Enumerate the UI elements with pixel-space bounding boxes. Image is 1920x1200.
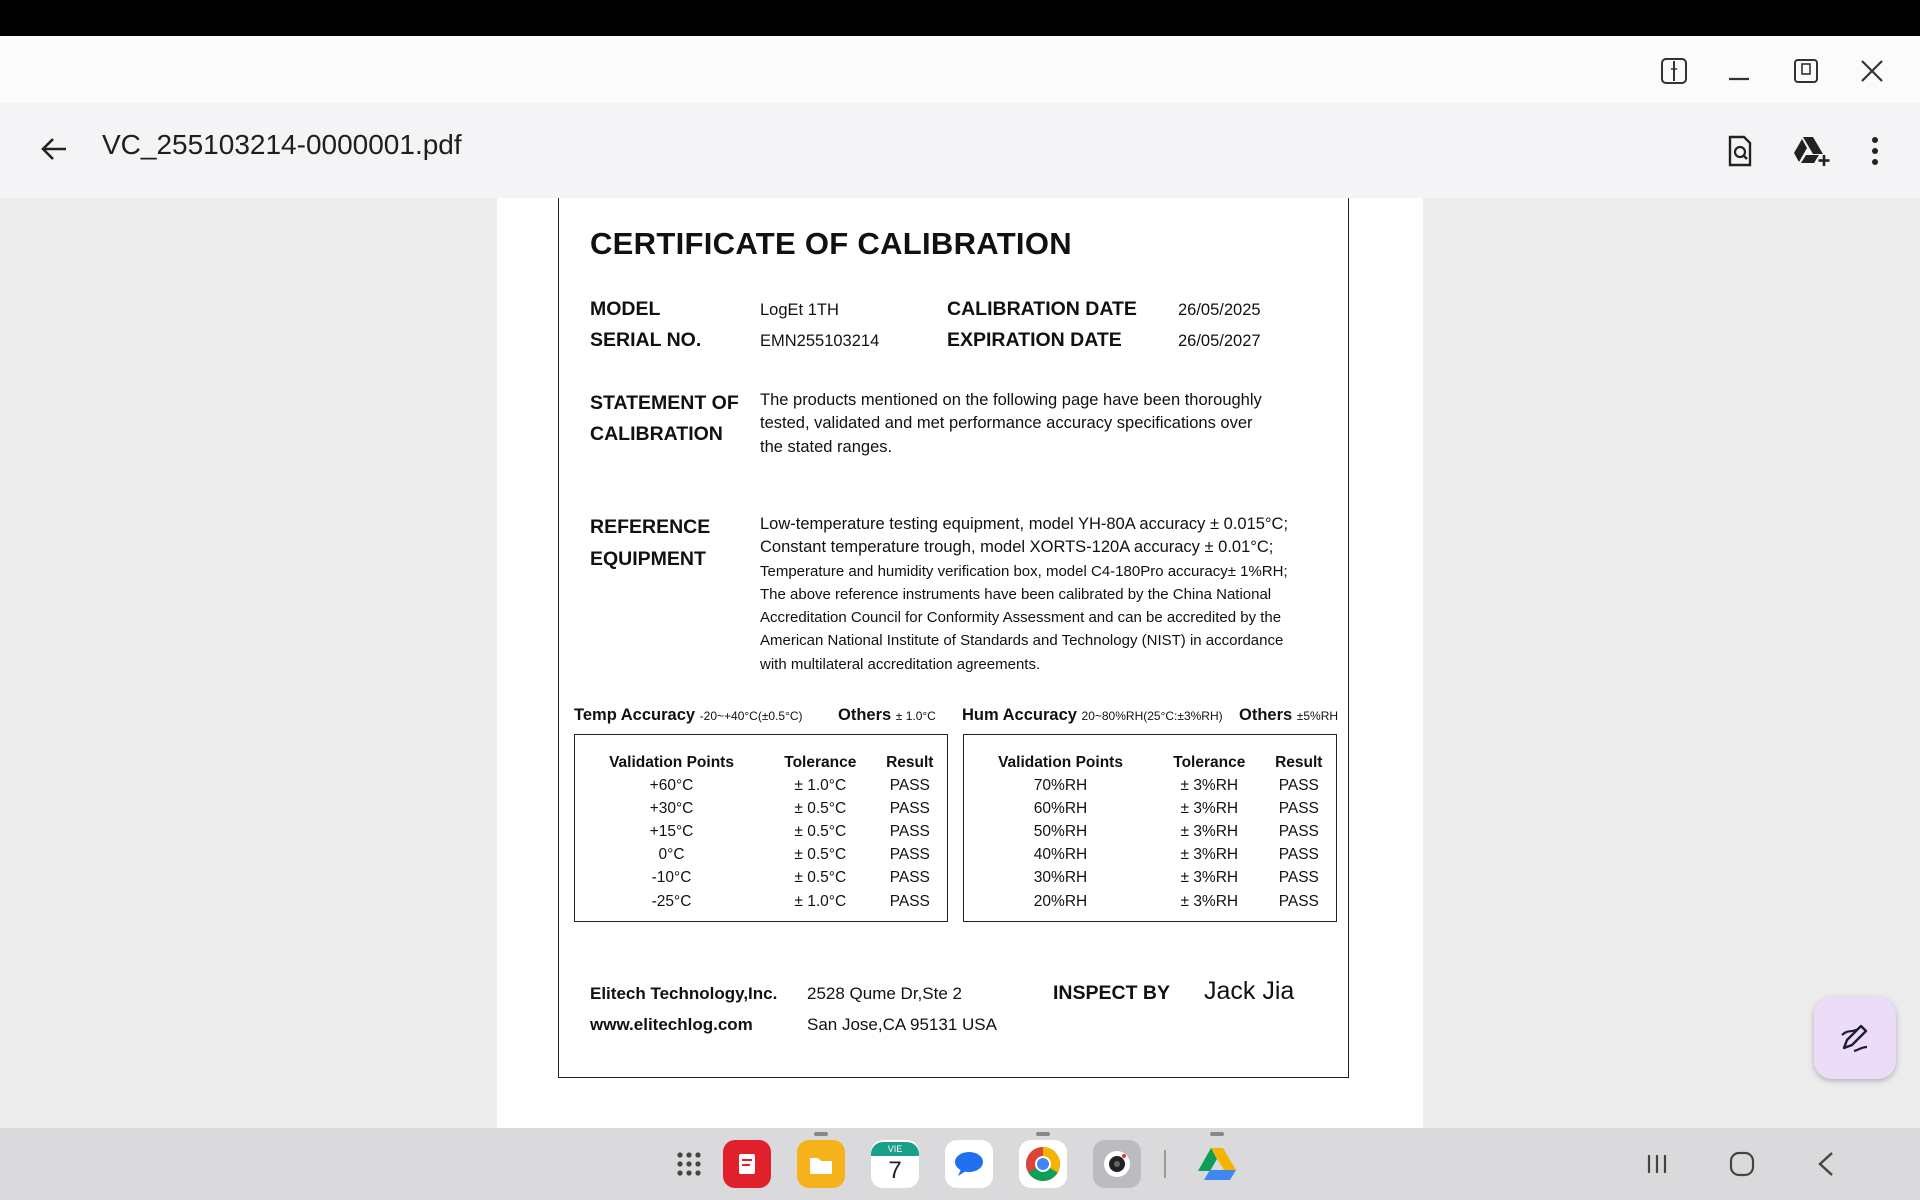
table-cell-result: PASS (1278, 869, 1319, 887)
table-row (575, 820, 947, 843)
pen-icon (1838, 1021, 1872, 1055)
table-row (575, 774, 947, 797)
table-cell-tolerance: ± 3%RH (1180, 799, 1239, 817)
table-cell-tolerance: ± 1.0°C (794, 776, 847, 794)
table-cell-result: PASS (889, 892, 930, 910)
table-cell-result: PASS (1278, 892, 1319, 910)
maximize-icon[interactable] (1789, 54, 1823, 88)
humidity-validation-box (963, 734, 1337, 922)
table-cell-result: PASS (1278, 822, 1319, 840)
table-cell-point: +15°C (649, 822, 694, 840)
serial-label: SERIAL NO. (590, 329, 702, 351)
address-line-1: 2528 Qume Dr,Ste 2 (807, 984, 962, 1003)
hum-accuracy-label: Hum Accuracy (962, 706, 1077, 724)
reference-label-1: REFERENCE (590, 516, 711, 538)
home-icon[interactable] (1722, 1146, 1762, 1182)
table-header-row (575, 751, 947, 774)
reference-line: Low-temperature testing equipment, model YH-80A accuracy ± 0.015°C; (760, 515, 1289, 533)
hum-accuracy-heading (962, 706, 1223, 725)
column-header: Validation Points (609, 753, 734, 771)
table-cell-tolerance: ± 3%RH (1180, 892, 1239, 910)
reference-line: Temperature and humidity verification box, model C4-180Pro accuracy± 1%RH; (760, 562, 1288, 580)
files-app-icon[interactable] (797, 1140, 845, 1188)
window-controls-bar (0, 36, 1920, 103)
temp-accuracy-heading (574, 706, 803, 725)
statement-label-2: CALIBRATION (590, 423, 723, 445)
statement-line: the stated ranges. (760, 437, 893, 456)
table-row (575, 867, 947, 890)
reference-line: American National Institute of Standards and Technology (NIST) in accordance (760, 632, 1284, 650)
temp-others-heading (838, 706, 936, 725)
temp-accuracy-label: Temp Accuracy (574, 706, 696, 724)
table-cell-tolerance: ± 3%RH (1180, 822, 1239, 840)
inspector-name: Jack Jia (1204, 977, 1295, 1005)
app-toolbar (0, 103, 1920, 198)
company-name: Elitech Technology,Inc. (590, 984, 778, 1003)
minimize-icon[interactable] (1722, 54, 1756, 88)
temp-accuracy-range: -20~+40°C(±0.5°C) (699, 709, 803, 723)
table-row (964, 867, 1336, 890)
table-row (964, 820, 1336, 843)
nav-back-icon[interactable] (1806, 1146, 1846, 1182)
calendar-day-number: 7 (888, 1157, 902, 1184)
table-cell-result: PASS (889, 869, 930, 887)
table-cell-result: PASS (889, 799, 930, 817)
reference-text (760, 513, 1288, 676)
table-cell-tolerance: ± 0.5°C (794, 869, 847, 887)
hum-others-label: Others (1239, 706, 1293, 724)
table-cell-point: 30%RH (1033, 869, 1088, 887)
table-cell-point: -10°C (651, 869, 692, 887)
calibration-date-label: CALIBRATION DATE (947, 298, 1137, 320)
expiration-date-label: EXPIRATION DATE (947, 329, 1122, 351)
running-indicator (1036, 1132, 1050, 1136)
table-cell-point: 70%RH (1033, 776, 1088, 794)
table-cell-tolerance: ± 3%RH (1180, 869, 1239, 887)
statement-label-1: STATEMENT OF (590, 392, 739, 414)
camera-app-icon[interactable] (1093, 1140, 1141, 1188)
pdf-viewer[interactable] (0, 198, 1920, 1128)
table-header-row (964, 751, 1336, 774)
table-row (575, 844, 947, 867)
table-cell-tolerance: ± 0.5°C (794, 822, 847, 840)
status-bar (0, 0, 1920, 36)
table-cell-result: PASS (889, 776, 930, 794)
table-cell-point: 40%RH (1033, 846, 1088, 864)
table-row (575, 890, 947, 913)
more-options-icon[interactable] (1855, 131, 1895, 171)
chrome-app-icon[interactable] (1019, 1140, 1067, 1188)
table-cell-result: PASS (1278, 799, 1319, 817)
column-header: Tolerance (784, 753, 857, 771)
table-row (575, 797, 947, 820)
table-row (964, 844, 1336, 867)
table-cell-tolerance: ± 0.5°C (794, 799, 847, 817)
apps-grid-icon[interactable] (665, 1140, 713, 1188)
reference-line: Constant temperature trough, model XORTS-120A accuracy ± 0.01°C; (760, 538, 1274, 557)
close-icon[interactable] (1855, 54, 1889, 88)
annotate-button[interactable] (1814, 997, 1896, 1079)
table-cell-point: 50%RH (1033, 822, 1088, 840)
table-row (964, 774, 1336, 797)
taskbar-divider (1164, 1150, 1166, 1178)
search-document-icon[interactable] (1720, 131, 1760, 171)
table-cell-result: PASS (889, 846, 930, 864)
reference-line: with multilateral accreditation agreements. (760, 655, 1041, 673)
notes-app-icon[interactable] (723, 1140, 771, 1188)
running-indicator (814, 1132, 828, 1136)
table-cell-point: 0°C (658, 846, 685, 864)
certificate (558, 198, 1349, 1078)
certificate-title: CERTIFICATE OF CALIBRATION (590, 226, 1072, 261)
hum-others-heading (1239, 706, 1338, 725)
table-cell-point: +30°C (649, 799, 694, 817)
pdf-page (497, 198, 1423, 1128)
reference-label-2: EQUIPMENT (590, 548, 706, 570)
table-cell-tolerance: ± 3%RH (1180, 846, 1239, 864)
hum-others-value: ±5%RH (1296, 709, 1339, 723)
company-website: www.elitechlog.com (590, 1015, 753, 1034)
add-to-drive-icon[interactable] (1792, 131, 1832, 171)
expiration-date-value: 26/05/2027 (1178, 332, 1261, 350)
split-view-icon[interactable] (1657, 54, 1691, 88)
column-header: Tolerance (1173, 753, 1246, 771)
model-label: MODEL (590, 298, 661, 320)
table-row (964, 890, 1336, 913)
table-cell-point: 20%RH (1033, 892, 1088, 910)
messages-app-icon[interactable] (945, 1140, 993, 1188)
column-header: Result (1275, 753, 1323, 771)
temperature-validation-table (575, 751, 947, 913)
table-cell-point: -25°C (651, 892, 692, 910)
column-header: Result (886, 753, 934, 771)
statement-line: The products mentioned on the following page have been thoroughly (760, 391, 1262, 409)
table-row (964, 797, 1336, 820)
calibration-date-value: 26/05/2025 (1178, 301, 1261, 319)
serial-value: EMN255103214 (760, 332, 880, 350)
statement-line: tested, validated and met performance accuracy specifications over (760, 414, 1253, 433)
taskbar (0, 1128, 1920, 1200)
back-arrow-icon[interactable] (36, 131, 72, 167)
address-line-2: San Jose,CA 95131 USA (807, 1015, 997, 1034)
column-header: Validation Points (998, 753, 1123, 771)
table-cell-point: +60°C (649, 776, 694, 794)
table-cell-result: PASS (889, 822, 930, 840)
temp-others-label: Others (838, 706, 892, 724)
temp-others-value: ± 1.0°C (895, 709, 936, 723)
statement-text (760, 389, 1262, 459)
calendar-day-label: VIE (871, 1142, 919, 1156)
calendar-app-icon[interactable] (871, 1140, 919, 1188)
reference-line: Accreditation Council for Conformity Assessment and can be accredited by the (760, 609, 1282, 627)
table-cell-tolerance: ± 1.0°C (794, 892, 847, 910)
file-title: VC_255103214-0000001.pdf (102, 129, 462, 160)
humidity-validation-table (964, 751, 1336, 913)
reference-line: The above reference instruments have been calibrated by the China National (760, 585, 1272, 603)
table-cell-result: PASS (1278, 846, 1319, 864)
table-cell-point: 60%RH (1033, 799, 1088, 817)
drive-app-icon[interactable] (1193, 1140, 1241, 1188)
table-cell-tolerance: ± 3%RH (1180, 776, 1239, 794)
temperature-validation-box (574, 734, 948, 922)
table-cell-result: PASS (1278, 776, 1319, 794)
model-value: LogEt 1TH (760, 301, 839, 319)
recent-apps-icon[interactable] (1637, 1146, 1677, 1182)
table-cell-tolerance: ± 0.5°C (794, 846, 847, 864)
inspect-by-label: INSPECT BY (1053, 982, 1171, 1004)
running-indicator (1210, 1132, 1224, 1136)
hum-accuracy-range: 20~80%RH(25°C:±3%RH) (1081, 709, 1223, 723)
